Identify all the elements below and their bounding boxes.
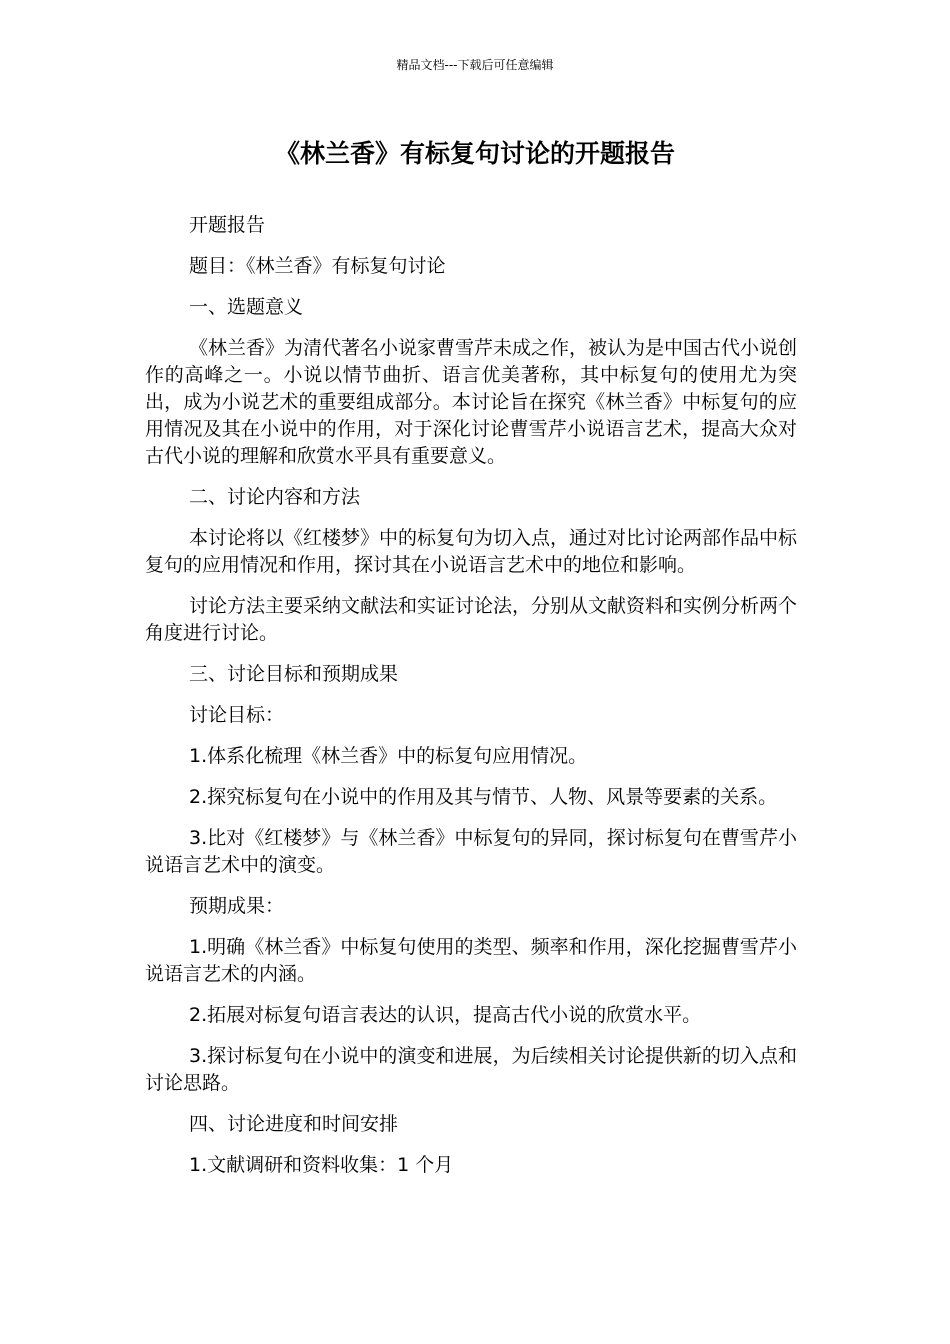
section-heading-significance: 一、选题意义 (189, 296, 304, 318)
result-item: 1.明确《林兰香》中标复句使用的类型、频率和作用，深化挖掘曹雪芹小说语言艺术的内涵。 (145, 936, 797, 985)
subheading-expected-results: 预期成果： (189, 895, 285, 917)
page-header-note: 精品文档---下载后可任意编辑 (396, 58, 554, 72)
goal-item: 2.探究标复句在小说中的作用及其与情节、人物、风景等要素的关系。 (189, 786, 778, 808)
document-title: 《林兰香》有标复句讨论的开题报告 (274, 139, 675, 168)
schedule-item: 1.文献调研和资料收集：1 个月 (189, 1154, 454, 1176)
result-item: 2.拓展对标复句语言表达的认识，提高古代小说的欣赏水平。 (189, 1004, 702, 1026)
goal-item: 3.比对《红楼梦》与《林兰香》中标复句的异同，探讨标复句在曹雪芹小说语言艺术中的演变。 (145, 827, 797, 876)
paragraph-method: 讨论方法主要采纳文献法和实证讨论法，分别从文献资料和实例分析两个角度进行讨论。 (145, 595, 798, 644)
document-body (145, 212, 797, 1193)
section-heading-content-method: 二、讨论内容和方法 (189, 486, 361, 508)
section-heading-goals-results: 三、讨论目标和预期成果 (189, 663, 399, 685)
paragraph-content: 本讨论将以《红楼梦》中的标复句为切入点，通过对比讨论两部作品中标复句的应用情况和作用，探讨其在小说语言艺术中的地位和影响。 (145, 527, 798, 576)
goal-item: 1.体系化梳理《林兰香》中的标复句应用情况。 (189, 745, 588, 767)
result-item: 3.探讨标复句在小说中的演变和进展，为后续相关讨论提供新的切入点和讨论思路。 (145, 1045, 797, 1094)
paragraph-topic: 题目：《林兰香》有标复句讨论 (189, 255, 446, 277)
section-heading-schedule: 四、讨论进度和时间安排 (189, 1113, 399, 1135)
paragraph-significance: 《林兰香》为清代著名小说家曹雪芹未成之作，被认为是中国古代小说创作的高峰之一。小说以情节曲折、语言优美著称，其中标复句的使用尤为突出，成为小说艺术的重要组成部分。本讨论旨在探究《林兰香》中标复句的应用情况及其在小说中的作用，对于深化讨论曹雪芹小说语言艺术，提高大众对古代小说的理解和欣赏水平具有重要意义。 (145, 337, 798, 467)
paragraph-report-label: 开题报告 (189, 214, 266, 236)
subheading-goals: 讨论目标： (189, 704, 285, 726)
